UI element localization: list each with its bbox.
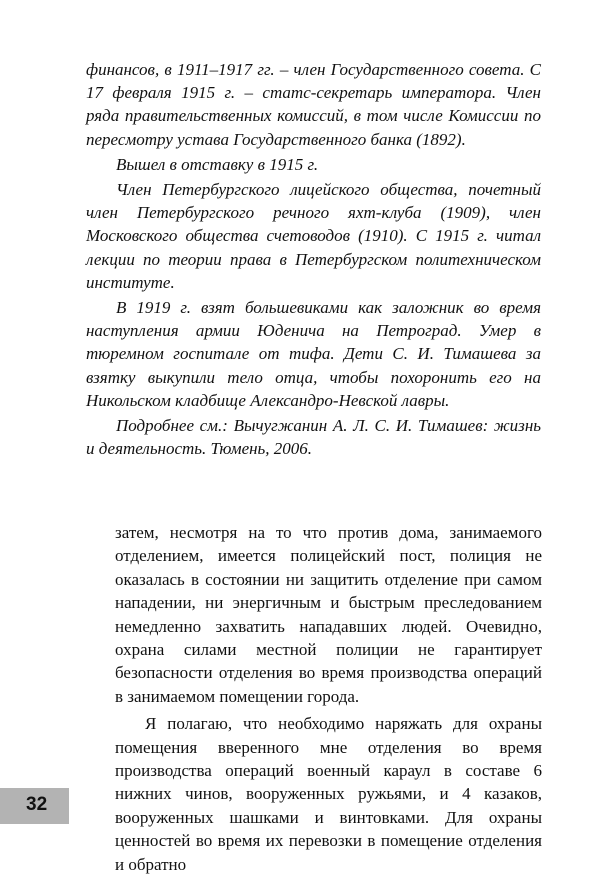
footnote-block bbox=[86, 58, 541, 460]
page-number: 32 bbox=[26, 794, 48, 815]
footnote-paragraph: Член Петербургского лицейского общества, почетный член Петербургского речного яхт-клуба (1909), член Московского общества счетоводов (1910). С 1915 г. читал лекции по теории права в Петербургском политехническом институте. bbox=[86, 180, 541, 292]
page-number-box bbox=[0, 788, 69, 824]
body-paragraph: Я полагаю, что необходимо наряжать для охраны помещения вверенного мне отделения во время производства операций военный караул в составе 6 нижних чинов, вооруженных ружьями, и 4 казаков, вооруженных шашками и винтовками. Для охраны ценностей во время их перевозки в помещение отделения и обратно bbox=[115, 714, 542, 874]
main-text-block bbox=[115, 521, 542, 876]
footnote-paragraph: В 1919 г. взят большевиками как заложник во время наступления армии Юденича на Петроград. Умер в тюремном госпитале от тифа. Дети С. И. Тимашева за взятку выкупили тело отца, чтобы похоронить его на Никольском кладбище Александро-Невской лавры. bbox=[86, 298, 541, 410]
footnote-paragraph: финансов, в 1911–1917 гг. – член Государственного совета. С 17 февраля 1915 г. – статс-секретарь императора. Член ряда правительственных комиссий, в том числе Комиссии по пересмотру устава Государственного банка (1892). bbox=[86, 60, 541, 149]
footnote-paragraph: Вышел в отставку в 1915 г. bbox=[116, 154, 319, 174]
footnote-paragraph: Подробнее см.: Вычугжанин А. Л. С. И. Тимашев: жизнь и деятельность. Тюмень, 2006. bbox=[86, 416, 541, 459]
body-paragraph: затем, несмотря на то что против дома, занимаемого отделением, имеется полицейский пост, полиция не оказалась в состоянии ни защитить отделение при самом нападении, ни энергичным и быстрым преследованием немедленно захватить нападавших людей. Очевидно, охрана силами местной полиции не гарантирует безопасности отделения во время производства операций в занимаемом помещении города. bbox=[115, 523, 542, 706]
